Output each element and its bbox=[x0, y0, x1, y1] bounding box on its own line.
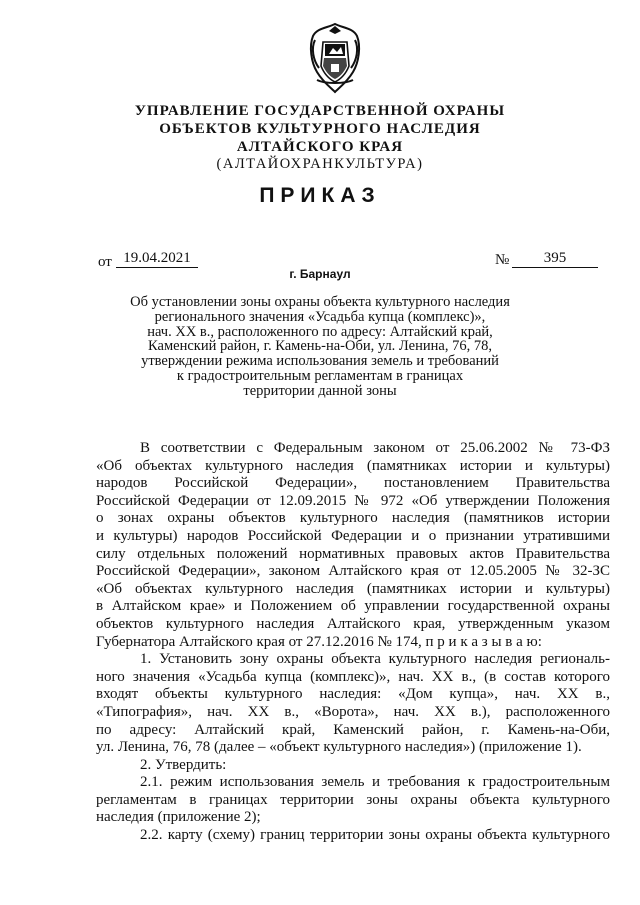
body-line: о зонах охраны объектов культурного наследия (памятников истории bbox=[96, 510, 610, 527]
document-number: 395 bbox=[512, 250, 598, 268]
body-line: в Алтайском крае» и Положением об управлении государственной охраны bbox=[96, 598, 610, 615]
coat-of-arms-emblem bbox=[307, 22, 363, 94]
body-line: 1. Установить зону охраны объекта культурного наследия региональ- bbox=[140, 651, 610, 668]
body-line: Российской Федерации от 12.09.2015 № 972 «Об утверждении Положения bbox=[96, 492, 610, 509]
body-line: ного значения «Усадьба купца (комплекс)», нач. XX в., (в состав которого bbox=[96, 668, 610, 685]
body-line: регламентам в границах территории зоны охраны объекта культурного bbox=[96, 791, 610, 808]
subject-line: Каменский район, г. Камень-на-Оби, ул. Ленина, 76, 78, bbox=[148, 338, 492, 355]
body-line: «Об объектах культурного наследия (памятниках истории и культуры) bbox=[96, 580, 610, 597]
document-subject bbox=[0, 295, 640, 399]
body-line: силу отдельных положений нормативных правовых актов Правительства bbox=[96, 545, 610, 562]
body-line-text: Губернатора Алтайского края от 27.12.2016 № 174, bbox=[96, 633, 422, 650]
body-line: «Об объектах культурного наследия (памятниках истории и культуры) bbox=[96, 457, 610, 474]
body-line: ул. Ленина, 76, 78 (далее – «объект культурного наследия») (приложение 1). bbox=[96, 739, 582, 756]
subject-line: нач. XX в., расположенного по адресу: Алтайский край, bbox=[147, 323, 493, 340]
document-date: 19.04.2021 bbox=[116, 250, 198, 268]
org-name-line-1: УПРАВЛЕНИЕ ГОСУДАРСТВЕННОЙ ОХРАНЫ bbox=[134, 103, 506, 119]
org-abbreviation: (АЛТАЙОХРАНКУЛЬТУРА) bbox=[216, 156, 424, 172]
body-line: 2. Утвердить: bbox=[140, 756, 227, 773]
body-line: «Типография», нач. XX в., «Ворота», нач. XX в.), расположенного bbox=[96, 703, 610, 720]
subject-line: к градостроительным регламентам в границах bbox=[176, 367, 464, 384]
body-line: В соответствии с Федеральным законом от 25.06.2002 № 73-ФЗ bbox=[140, 440, 610, 456]
body-line: 2.2. карту (схему) границ территории зоны охраны объекта культурного bbox=[140, 827, 610, 844]
body-line: Российской Федерации», законом Алтайского края от 12.05.2005 № 32-ЗС bbox=[96, 563, 610, 580]
body-line: наследия (приложение 2); bbox=[96, 809, 261, 826]
number-label: № bbox=[495, 252, 510, 268]
document-type-title: ПРИКАЗ bbox=[259, 184, 381, 207]
document-body bbox=[96, 440, 610, 845]
body-line: объектов культурного наследия Алтайского края, утвержденным указом bbox=[96, 615, 610, 632]
body-line: народов Российской Федерации», постановлением Правительства bbox=[96, 475, 610, 492]
city-name: г. Барнаул bbox=[289, 267, 351, 281]
subject-line: Об установлении зоны охраны объекта культурного наследия bbox=[130, 294, 510, 310]
body-line: и культуры) народов Российской Федерации и о признании утратившими bbox=[96, 527, 610, 544]
body-line: входят объекты культурного наследия: «Дом купца», нач. XX в., bbox=[96, 686, 610, 703]
date-label: от bbox=[98, 254, 112, 270]
body-line: 2.1. режим использования земель и требования к градостроительным bbox=[140, 774, 610, 791]
body-line: по адресу: Алтайский край, Каменский район, г. Камень-на-Оби, bbox=[96, 721, 610, 738]
subject-line: регионального значения «Усадьба купца (комплекс)», bbox=[154, 308, 486, 325]
subject-line: территории данной зоны bbox=[243, 382, 397, 399]
subject-line: утверждении режима использования земель и требований bbox=[141, 353, 499, 370]
order-word: п р и к а з ы в а ю: bbox=[425, 633, 542, 650]
body-line bbox=[96, 634, 610, 652]
org-name-line-3: АЛТАЙСКОГО КРАЯ bbox=[236, 139, 404, 155]
org-name-line-2: ОБЪЕКТОВ КУЛЬТУРНОГО НАСЛЕДИЯ bbox=[159, 121, 481, 137]
